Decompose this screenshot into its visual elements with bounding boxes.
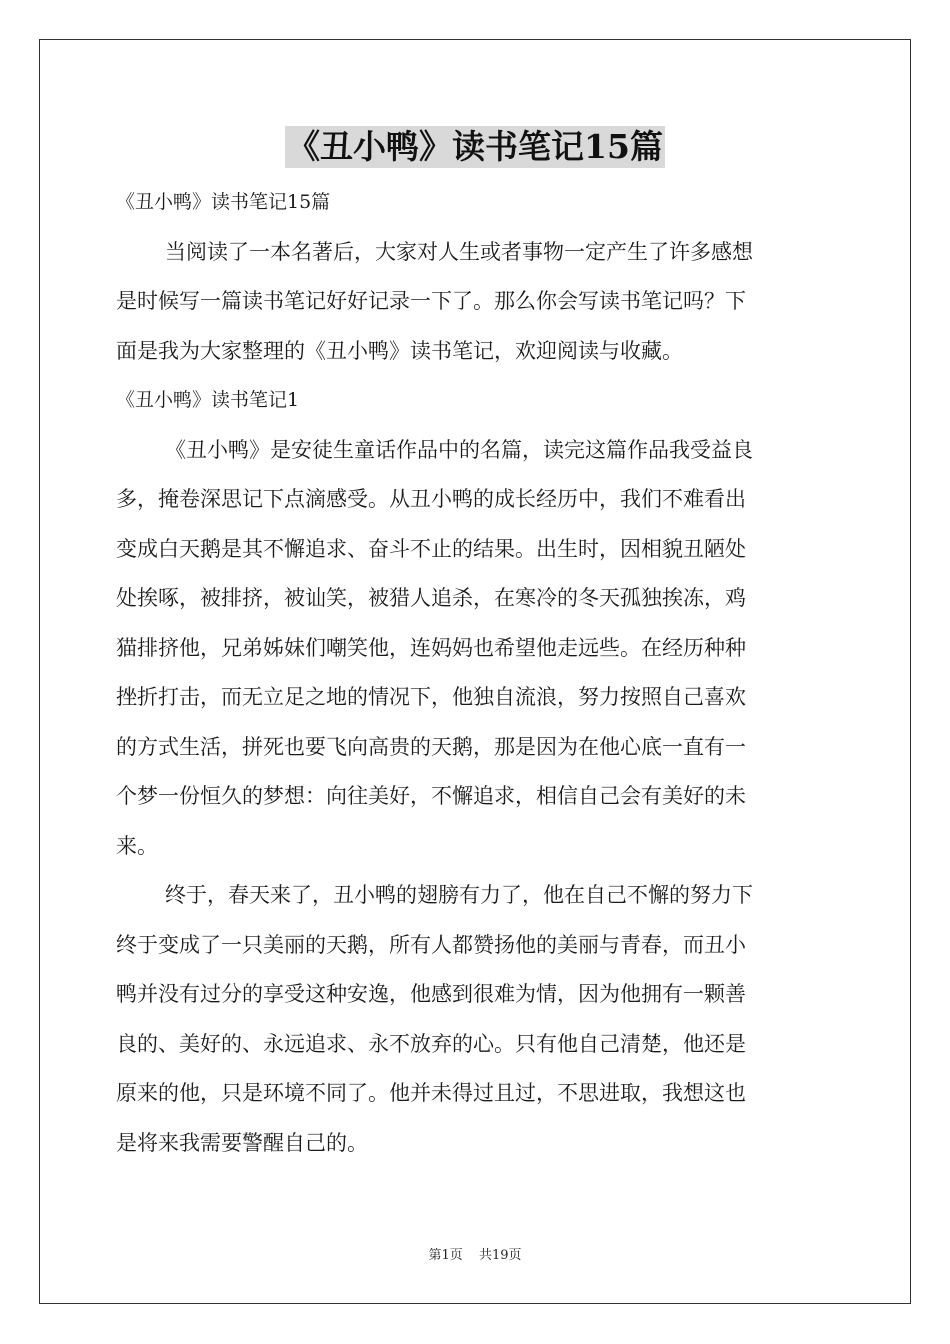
paragraph-line: 是将来我需要警醒自己的。: [116, 1130, 368, 1155]
paragraph-line: 鸭并没有过分的享受这种安逸，他感到很难为情，因为他拥有一颗善: [116, 982, 746, 1006]
paragraph-2: [116, 871, 836, 1168]
document-subtitle: 《丑小鸭》读书笔记15篇: [116, 191, 331, 213]
paragraph-line: 终于，春天来了，丑小鸭的翅膀有力了，他在自己不懈的努力下: [165, 883, 753, 907]
paragraph-line: 原来的他，只是环境不同了。他并未得过且过，不思进取，我想这也: [116, 1081, 746, 1105]
paragraph-line: 挫折打击，而无立足之地的情况下，他独自流浪，努力按照自己喜欢: [116, 685, 746, 709]
paragraph-line: 个梦一份恒久的梦想：向往美好，不懈追求，相信自己会有美好的未: [116, 784, 746, 808]
paragraph-line: 猫排挤他，兄弟姊妹们嘲笑他，连妈妈也希望他走远些。在经历种种: [116, 635, 746, 660]
paragraph-1: [116, 426, 836, 872]
paragraph-line: 多，掩卷深思记下点滴感受。从丑小鸭的成长经历中，我们不难看出: [116, 487, 746, 511]
document-title: 《丑小鸭》读书笔记15篇: [287, 127, 663, 166]
intro-line: 当阅读了一本名著后，大家对人生或者事物一定产生了许多感想: [165, 239, 753, 264]
total-pages: 共19页: [478, 1248, 522, 1263]
document-body: [116, 178, 836, 1168]
paragraph-line: 的方式生活，拼死也要飞向高贵的天鹅，那是因为在他心底一直有一: [116, 734, 746, 759]
intro-paragraph: [116, 228, 836, 377]
section-heading: 《丑小鸭》读书笔记1: [116, 389, 300, 411]
paragraph-line: 《丑小鸭》是安徒生童话作品中的名篇，读完这篇作品我受益良: [165, 437, 753, 462]
paragraph-line: 终于变成了一只美丽的天鹅，所有人都赞扬他的美丽与青春，而丑小: [116, 932, 746, 957]
page-number: 第1页: [428, 1248, 463, 1263]
paragraph-line: 来。: [116, 833, 158, 858]
title-container: [0, 126, 950, 168]
intro-line: 是时候写一篇读书笔记好好记录一下了。那么你会写读书笔记吗？下: [116, 289, 746, 313]
paragraph-line: 变成白天鹅是其不懈追求、奋斗不止的结果。出生时，因相貌丑陋处: [116, 536, 746, 561]
paragraph-line: 处挨啄，被排挤，被讪笑，被猎人追杀，在寒冷的冬天孤独挨冻，鸡: [116, 586, 746, 610]
page-footer: [0, 1247, 950, 1265]
intro-line: 面是我为大家整理的《丑小鸭》读书笔记，欢迎阅读与收藏。: [116, 338, 683, 363]
paragraph-line: 良的、美好的、永远追求、永不放弃的心。只有他自己清楚，他还是: [116, 1031, 746, 1056]
